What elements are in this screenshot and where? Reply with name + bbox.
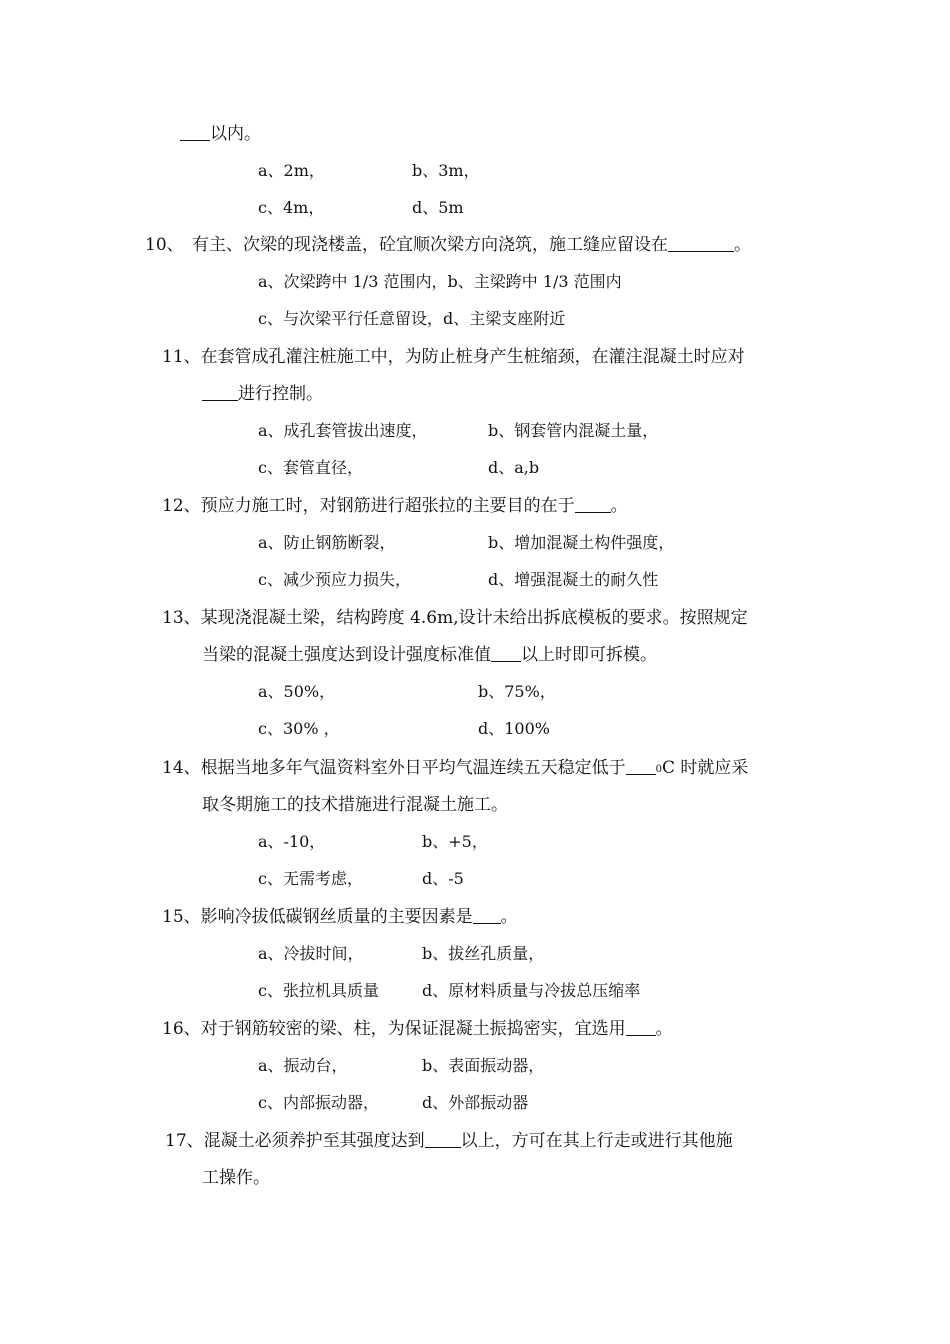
q16-option-a: a、振动台， xyxy=(258,1056,348,1075)
q13-stem-line1: 13、某现浇混凝土梁，结构跨度 4.6m,设计未给出拆底模板的要求。按照规定 xyxy=(162,608,748,628)
q9-option-d: d、5m xyxy=(412,198,464,217)
q14-option-d: d、-5 xyxy=(422,869,464,888)
q17-stem-line1: 17、混凝土必须养护至其强度达到 以上，方可在其上行走或进行其他施 xyxy=(165,1131,733,1151)
answer-blank xyxy=(202,383,238,401)
answer-blank xyxy=(425,1130,461,1148)
q9-continuation: 以内。 xyxy=(180,123,261,145)
answer-blank xyxy=(473,906,501,924)
q14-option-a: a、-10， xyxy=(258,832,326,851)
q12-option-c: c、减少预应力损失， xyxy=(258,570,411,589)
q10-options-cd: c、与次梁平行任意留设，d、主梁支座附近 xyxy=(258,309,566,328)
q11-option-b: b、钢套管内混凝土量， xyxy=(488,421,659,440)
q16-option-b: b、表面振动器， xyxy=(422,1056,545,1075)
q10-number: 10、 xyxy=(145,235,184,255)
q14-stem-line1: 14、根据当地多年气温资料室外日平均气温连续五天稳定低于 0C 时就应采 xyxy=(162,758,749,778)
answer-blank xyxy=(491,644,521,662)
q12-option-a: a、防止钢筋断裂， xyxy=(258,533,396,552)
q12-option-d: d、增强混凝土的耐久性 xyxy=(488,570,659,589)
q12-option-b: b、增加混凝土构件强度， xyxy=(488,533,675,552)
q9-option-b: b、3m， xyxy=(412,161,480,180)
q13-option-b: b、75%， xyxy=(478,682,556,701)
q10-options-ab: a、次梁跨中 1/3 范围内，b、主梁跨中 1/3 范围内 xyxy=(258,272,622,291)
q15-option-c: c、张拉机具质量 xyxy=(258,981,379,1000)
q11-option-a: a、成孔套管拔出速度， xyxy=(258,421,428,440)
q14-option-c: c、无需考虑， xyxy=(258,869,363,888)
q11-option-c: c、套管直径， xyxy=(258,458,363,477)
q16-option-d: d、外部振动器 xyxy=(422,1093,529,1112)
answer-blank xyxy=(626,1018,656,1036)
q9-option-a: a、2m， xyxy=(258,161,325,180)
answer-blank xyxy=(668,234,734,252)
degree-superscript: 0 xyxy=(655,764,663,775)
q15-option-a: a、冷拔时间， xyxy=(258,944,364,963)
q11-stem-line2: 进行控制。 xyxy=(202,383,323,405)
q15-stem: 15、影响冷拔低碳钢丝质量的主要因素是 。 xyxy=(162,907,518,927)
q11-option-d: d、a,b xyxy=(488,458,540,477)
answer-blank xyxy=(180,123,210,141)
q13-option-d: d、100% xyxy=(478,719,550,738)
q13-option-a: a、50%， xyxy=(258,682,336,701)
q12-stem: 12、预应力施工时，对钢筋进行超张拉的主要目的在于 。 xyxy=(162,496,628,516)
q11-stem-line1: 11、在套管成孔灌注桩施工中，为防止桩身产生桩缩颈，在灌注混凝土时应对 xyxy=(162,347,745,367)
q17-stem-line2: 工操作。 xyxy=(202,1168,270,1188)
q16-option-c: c、内部振动器， xyxy=(258,1093,379,1112)
q15-option-d: d、原材料质量与冷拔总压缩率 xyxy=(422,981,641,1000)
q15-option-b: b、拔丝孔质量， xyxy=(422,944,545,963)
q13-stem-line2: 当梁的混凝土强度达到设计强度标准值 以上时即可拆模。 xyxy=(202,645,657,665)
q14-stem-line2: 取冬期施工的技术措施进行混凝土施工。 xyxy=(202,795,508,815)
answer-blank xyxy=(626,757,656,775)
q9-option-c: c、4m， xyxy=(258,198,325,217)
answer-blank xyxy=(575,495,611,513)
q16-stem: 16、对于钢筋较密的梁、柱，为保证混凝土振捣密实，宜选用 。 xyxy=(162,1019,673,1039)
q10-stem: 有主、次梁的现浇楼盖，砼宜顺次梁方向浇筑，施工缝应留设在 。 xyxy=(192,235,751,255)
q13-option-c: c、30% ， xyxy=(258,719,340,738)
q14-option-b: b、+5， xyxy=(422,832,488,851)
